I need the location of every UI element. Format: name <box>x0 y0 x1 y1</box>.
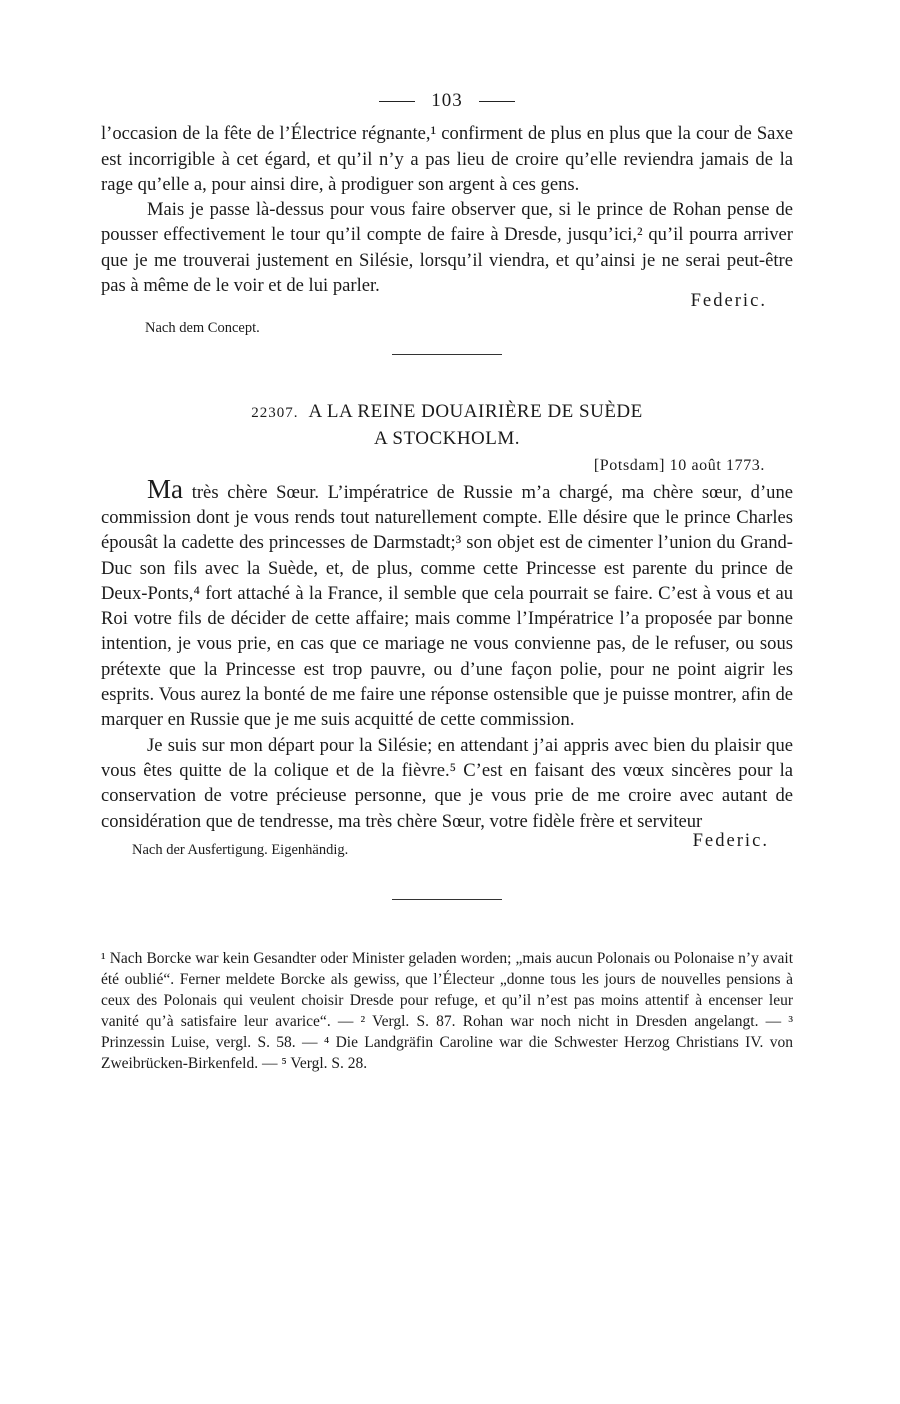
letter2-title <box>101 399 793 451</box>
header-dash-left <box>379 101 415 102</box>
letter2-number: 22307. <box>251 404 299 421</box>
header-dash-right <box>479 101 515 102</box>
letter1-paragraph1: l’occasion de la fête de l’Électrice régnante,¹ confirment de plus en plus que la cour de Saxe est incorrigible à cet égard, et qu’il n’y a pas lieu de croire qu’elle reviendra jamais de la rage qu’elle a, pour ainsi dire, à prodiguer son argent à ces gens. <box>101 123 793 195</box>
letter1-signature: Federic. <box>690 290 767 312</box>
page-header <box>101 88 793 113</box>
letter2-paragraph2: Je suis sur mon départ pour la Silésie; en attendant j’ai appris avec bien du plaisir que vous êtes quitte de la colique et de la fièvre.⁵ C’est en faisant des vœux sincères pour la conservation de votre précieuse personne, que je vous prie de me croire avec autant de considération que de tendresse, ma très chère Sœur, votre fidèle frère et serviteur <box>101 734 793 832</box>
section-divider <box>392 354 502 355</box>
footnote-divider <box>392 899 502 900</box>
page <box>101 88 793 1074</box>
letter2-source: Nach der Ausfertigung. Eigenhändig. <box>132 841 349 858</box>
letter1-source: Nach dem Concept. <box>145 320 260 337</box>
letter2-title-line2: A STOCKHOLM. <box>373 427 521 449</box>
letter1-paragraph2: Mais je passe là-dessus pour vous faire observer que, si le prince de Rohan pense de pousser effectivement le tour qu’il compte de faire à Dresde, jusqu’ici,² qu’il pourra arriver que je me trouverai justement en Silésie, lorsqu’il viendra, et qu’ainsi je ne serai peut-être pas à même de le voir et de lui parler. <box>101 199 793 297</box>
letter2-title-line1: A LA REINE DOUAIRIÈRE DE SUÈDE <box>308 400 643 422</box>
page-number: 103 <box>431 90 463 111</box>
letter2-dateline: [Potsdam] 10 août 1773. <box>593 456 765 474</box>
letter2-paragraph1-wrap <box>101 473 794 733</box>
letter2-initial: Ma <box>147 473 183 504</box>
letter2-paragraph1: très chère Sœur. L’impératrice de Russie m’a chargé, ma chère sœur, d’une commission dont je vous rends tout naturellement compte. Elle désire que le prince Charles épousât la cadette des princesses de Darmstadt;³ son objet est de cimenter l’union du Grand-Duc son fils avec la Suède, et, de plus, comme cette Princesse est parente du prince de Deux-Ponts,⁴ fort attaché à la France, il semble que cela pourrait se faire. C’est à vous et au Roi votre fils de décider de cette affaire; mais comme l’Impératrice l’a proposée par bonne intention, je vous prie, en cas que ce mariage ne vous convienne pas, de le refuser, ou sous prétexte que la Princesse est trop pauvre, ou d’une façon polie, pour ne point aigrir les esprits. Vous aurez la bonté de me faire une réponse ostensible que je puisse montrer, afin de marquer en Russie que je me suis acquitté de cette commission. <box>101 481 794 731</box>
letter2-signature: Federic. <box>692 829 769 851</box>
footnotes: ¹ Nach Borcke war kein Gesandter oder Minister geladen worden; „mais aucun Polonais ou Polonaise n’y avait été oublié“. Ferner meldete Borcke als gewiss, que l’Électeur „donne tous les jours de nouvelles pensions à ceux des Polonais qui veulent choisir Dresde pour refuge, et qu’il n’est pas moins attentif à encenser leur vanité qu’à satisfaire leur avarice“. — ² Vergl. S. 87. Rohan war noch nicht in Dresden angelangt. — ³ Prinzessin Luise, vergl. S. 58. — ⁴ Die Landgräfin Caroline war die Schwester Herzog Christians IV. von Zweibrücken-Birkenfeld. — ⁵ Vergl. S. 28. <box>101 950 793 1073</box>
